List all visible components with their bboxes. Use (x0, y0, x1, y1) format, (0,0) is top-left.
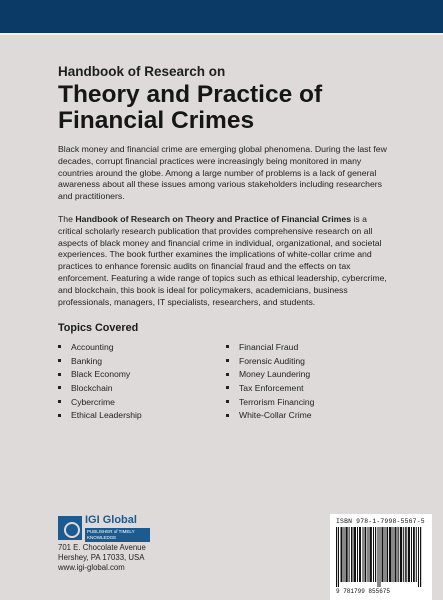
bullet-icon (58, 359, 61, 362)
description-paragraph-2 (58, 214, 388, 308)
title-line-2: Financial Crimes (58, 107, 255, 134)
address-line-1: 701 E. Chocolate Avenue (58, 543, 146, 552)
bullet-icon (58, 345, 61, 348)
barcode-icon (336, 527, 426, 587)
topics-list-right (226, 340, 314, 422)
bullet-icon (58, 414, 61, 417)
publisher-tagline: PUBLISHER of TIMELY KNOWLEDGE (85, 528, 150, 542)
para2-book-title: Handbook of Research on Theory and Practice of Financial Crimes (75, 214, 352, 224)
top-color-band (0, 0, 443, 35)
publisher-website: www.igi-global.com (58, 563, 125, 573)
publisher-logo (58, 516, 150, 540)
topic-item: Financial Fraud (226, 340, 314, 354)
isbn-text: ISBN 978-1-7998-5567-5 (336, 518, 425, 525)
bullet-icon (226, 345, 229, 348)
book-title (58, 82, 322, 134)
bullet-icon (58, 386, 61, 389)
bullet-icon (226, 373, 229, 376)
bullet-icon (226, 414, 229, 417)
topics-heading: Topics Covered (58, 322, 139, 334)
para2-intro: The (58, 214, 76, 224)
bullet-icon (58, 373, 61, 376)
bullet-icon (58, 400, 61, 403)
barcode-digits: 9 781799 855675 (336, 588, 391, 595)
description-paragraph-1: Black money and financial crime are emerging global phenomena. During the last few decades, corrupt financial practices were increasingly being monitored in many countries around the globe. Among a large number of problems is a lack of general awareness about all these issues among various stakeholders including researchers and practitioners. (58, 144, 387, 202)
topic-item: Money Laundering (226, 367, 314, 381)
topic-item: Accounting (58, 340, 142, 354)
topic-item: Forensic Auditing (226, 354, 314, 368)
topic-item: Tax Enforcement (226, 381, 314, 395)
topic-item: Banking (58, 354, 142, 368)
bullet-icon (226, 359, 229, 362)
title-line-1: Theory and Practice of (58, 81, 323, 108)
publisher-name: IGI Global (85, 514, 137, 526)
topic-item: White-Collar Crime (226, 408, 314, 422)
book-subtitle: Handbook of Research on (58, 64, 226, 79)
address-line-2: Hershey, PA 17033, USA (58, 553, 145, 563)
topic-item: Blockchain (58, 381, 142, 395)
topic-item: Ethical Leadership (58, 408, 142, 422)
bullet-icon (226, 400, 229, 403)
topic-item: Black Economy (58, 367, 142, 381)
isbn-barcode (330, 514, 432, 600)
topic-item: Cybercrime (58, 395, 142, 409)
bullet-icon (226, 386, 229, 389)
igi-globe-icon (58, 516, 82, 540)
publisher-address (58, 543, 146, 574)
topic-item: Terrorism Financing (226, 395, 314, 409)
topics-list-left (58, 340, 142, 422)
para2-body: is a critical scholarly research publication that provides comprehensive research on all aspects of black money and financial crime in individual, organizational, and societal experiences. The book further examines the implications of white-collar crime and practices to enhance forensic audits on financial fraud and the effects on tax enforcement. Featuring a wide range of topics such as ethical leadership, cybercrime, and blockchain, this book is ideal for policymakers, academicians, business professionals, managers, IT specialists, researchers, and students. (58, 214, 387, 307)
